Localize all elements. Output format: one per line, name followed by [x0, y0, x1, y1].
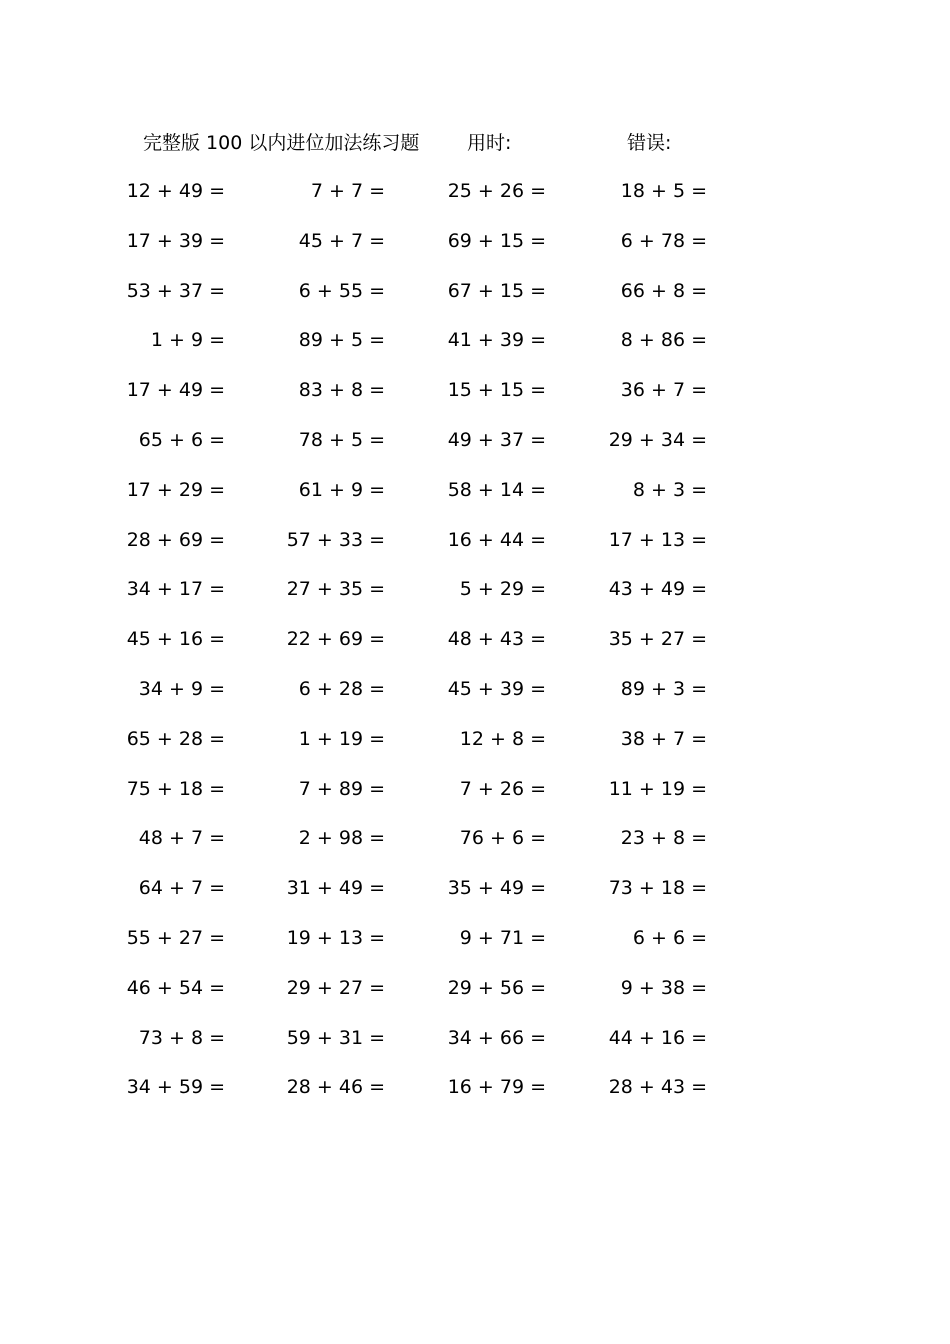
- problem-row: [0, 574, 950, 624]
- problem-cell: 73 + 8 =: [138, 1026, 225, 1049]
- problem-cell: 7 + 89 =: [298, 777, 385, 800]
- problem-cell: 65 + 28 =: [126, 727, 225, 750]
- problem-cell: 46 + 54 =: [126, 976, 225, 999]
- problem-row: [0, 325, 950, 375]
- problem-row: [0, 276, 950, 326]
- problem-cell: 9 + 71 =: [459, 926, 546, 949]
- problem-cell: 11 + 19 =: [608, 777, 707, 800]
- problem-cell: 8 + 86 =: [620, 329, 707, 352]
- problem-cell: 1 + 9 =: [150, 329, 225, 352]
- problem-cell: 6 + 6 =: [632, 926, 707, 949]
- problem-cell: 28 + 69 =: [126, 528, 225, 551]
- problem-cell: 69 + 15 =: [447, 229, 546, 252]
- problem-cell: 34 + 59 =: [126, 1076, 225, 1099]
- problem-row: [0, 1072, 950, 1122]
- problem-cell: 55 + 27 =: [126, 926, 225, 949]
- problem-cell: 49 + 37 =: [447, 428, 546, 451]
- problem-cell: 29 + 27 =: [286, 976, 385, 999]
- problem-cell: 19 + 13 =: [286, 926, 385, 949]
- problem-cell: 78 + 5 =: [298, 428, 385, 451]
- problem-cell: 17 + 49 =: [126, 379, 225, 402]
- problem-cell: 73 + 18 =: [608, 877, 707, 900]
- problem-cell: 2 + 98 =: [298, 827, 385, 850]
- problem-row: [0, 724, 950, 774]
- problem-cell: 83 + 8 =: [298, 379, 385, 402]
- problem-cell: 43 + 49 =: [608, 578, 707, 601]
- problem-cell: 75 + 18 =: [126, 777, 225, 800]
- problem-row: [0, 923, 950, 973]
- problem-cell: 67 + 15 =: [447, 279, 546, 302]
- problem-row: [0, 1023, 950, 1073]
- problem-cell: 34 + 17 =: [126, 578, 225, 601]
- problem-row: [0, 375, 950, 425]
- problem-cell: 8 + 3 =: [632, 478, 707, 501]
- problem-row: [0, 674, 950, 724]
- problem-row: [0, 226, 950, 276]
- problem-cell: 59 + 31 =: [286, 1026, 385, 1049]
- problem-cell: 29 + 56 =: [447, 976, 546, 999]
- problem-cell: 6 + 55 =: [298, 279, 385, 302]
- problem-cell: 17 + 39 =: [126, 229, 225, 252]
- problem-cell: 6 + 28 =: [298, 677, 385, 700]
- problem-cell: 15 + 15 =: [447, 379, 546, 402]
- worksheet-header: [0, 128, 950, 158]
- problem-cell: 61 + 9 =: [298, 478, 385, 501]
- problem-cell: 48 + 43 =: [447, 628, 546, 651]
- problem-cell: 65 + 6 =: [138, 428, 225, 451]
- problem-cell: 1 + 19 =: [298, 727, 385, 750]
- problem-cell: 45 + 7 =: [298, 229, 385, 252]
- problem-cell: 6 + 78 =: [620, 229, 707, 252]
- problem-cell: 45 + 39 =: [447, 677, 546, 700]
- problem-row: [0, 873, 950, 923]
- problem-cell: 34 + 66 =: [447, 1026, 546, 1049]
- problem-row: [0, 425, 950, 475]
- problem-cell: 53 + 37 =: [126, 279, 225, 302]
- problem-cell: 5 + 29 =: [459, 578, 546, 601]
- problem-row: [0, 475, 950, 525]
- problem-cell: 9 + 38 =: [620, 976, 707, 999]
- problem-cell: 23 + 8 =: [620, 827, 707, 850]
- problem-cell: 12 + 49 =: [126, 180, 225, 202]
- problem-cell: 7 + 7 =: [310, 180, 385, 202]
- problem-cell: 7 + 26 =: [459, 777, 546, 800]
- problem-cell: 31 + 49 =: [286, 877, 385, 900]
- problem-cell: 34 + 9 =: [138, 677, 225, 700]
- problem-cell: 76 + 6 =: [459, 827, 546, 850]
- time-used-label: 用时:: [467, 132, 512, 154]
- problem-cell: 66 + 8 =: [620, 279, 707, 302]
- problem-cell: 25 + 26 =: [447, 180, 546, 202]
- problem-row: [0, 176, 950, 226]
- problem-cell: 89 + 5 =: [298, 329, 385, 352]
- problem-cell: 29 + 34 =: [608, 428, 707, 451]
- problem-cell: 64 + 7 =: [138, 877, 225, 900]
- problem-cell: 44 + 16 =: [608, 1026, 707, 1049]
- problem-cell: 35 + 49 =: [447, 877, 546, 900]
- errors-label: 错误:: [627, 132, 672, 154]
- problem-row: [0, 774, 950, 824]
- problem-cell: 38 + 7 =: [620, 727, 707, 750]
- problem-cell: 17 + 13 =: [608, 528, 707, 551]
- problem-row: [0, 973, 950, 1023]
- problem-cell: 22 + 69 =: [286, 628, 385, 651]
- problem-cell: 35 + 27 =: [608, 628, 707, 651]
- problem-cell: 45 + 16 =: [126, 628, 225, 651]
- problem-row: [0, 823, 950, 873]
- worksheet-title: 完整版 100 以内进位加法练习题: [143, 132, 420, 154]
- problem-cell: 27 + 35 =: [286, 578, 385, 601]
- problem-cell: 48 + 7 =: [138, 827, 225, 850]
- problem-cell: 16 + 79 =: [447, 1076, 546, 1099]
- problem-cell: 17 + 29 =: [126, 478, 225, 501]
- problem-cell: 89 + 3 =: [620, 677, 707, 700]
- problem-grid: [0, 176, 950, 1122]
- problem-cell: 58 + 14 =: [447, 478, 546, 501]
- problem-cell: 16 + 44 =: [447, 528, 546, 551]
- problem-cell: 57 + 33 =: [286, 528, 385, 551]
- problem-cell: 28 + 46 =: [286, 1076, 385, 1099]
- problem-row: [0, 525, 950, 575]
- problem-cell: 18 + 5 =: [620, 180, 707, 202]
- problem-row: [0, 624, 950, 674]
- problem-cell: 28 + 43 =: [608, 1076, 707, 1099]
- problem-cell: 36 + 7 =: [620, 379, 707, 402]
- problem-cell: 12 + 8 =: [459, 727, 546, 750]
- problem-cell: 41 + 39 =: [447, 329, 546, 352]
